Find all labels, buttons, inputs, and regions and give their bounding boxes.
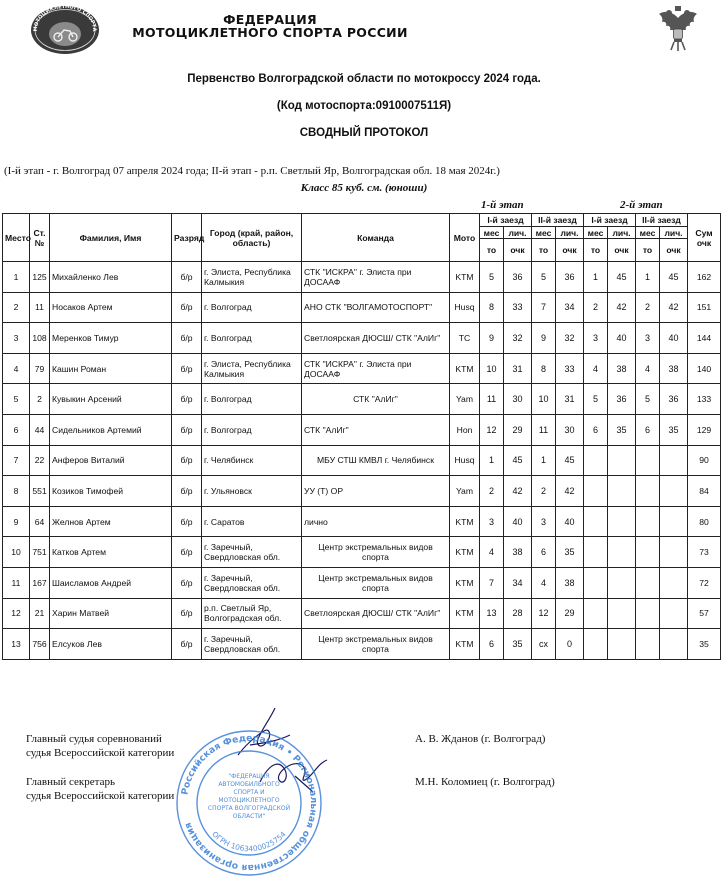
cell-s1r1-points: 36: [504, 262, 532, 293]
sub-ochk: очк: [608, 239, 636, 262]
cell-s2r2-points: [660, 567, 688, 598]
federation-logo: [22, 4, 108, 56]
cell-s1r2-place: 9: [532, 323, 556, 354]
table-row: [3, 506, 721, 537]
table-row: [3, 353, 721, 384]
cell-s1r2-place: 7: [532, 292, 556, 323]
cell-place: 13: [3, 629, 30, 660]
cell-s2r2-points: 42: [660, 292, 688, 323]
cell-place: 8: [3, 476, 30, 507]
cell-start-no: 44: [30, 414, 50, 445]
class-line: Класс 85 куб. см. (юноши): [300, 182, 428, 194]
cell-s2r2-place: 4: [636, 353, 660, 384]
cell-sum: 84: [688, 476, 721, 507]
cell-s2r1-points: [608, 445, 636, 476]
cell-s2r1-place: 3: [584, 323, 608, 354]
chief-judge-title: [26, 732, 174, 760]
cell-start-no: 64: [30, 506, 50, 537]
cell-sum: 72: [688, 567, 721, 598]
cell-s1r2-place: 12: [532, 598, 556, 629]
cell-s1r1-place: 3: [480, 506, 504, 537]
cell-s2r1-place: [584, 445, 608, 476]
cell-s2r2-points: 45: [660, 262, 688, 293]
cell-s2r1-points: 35: [608, 414, 636, 445]
cell-s1r1-place: 13: [480, 598, 504, 629]
cell-city: р.п. Светлый Яр, Волгоградская обл.: [202, 598, 302, 629]
cell-s1r1-points: 45: [504, 445, 532, 476]
cell-sum: 129: [688, 414, 721, 445]
cell-s2r1-points: 36: [608, 384, 636, 415]
cell-moto: TC: [450, 323, 480, 354]
cell-s1r2-place: 3: [532, 506, 556, 537]
col-start-no: Ст. №: [30, 214, 50, 262]
table-row: [3, 384, 721, 415]
table-row: [3, 598, 721, 629]
sub-to: то: [584, 239, 608, 262]
cell-name: Сидельников Артемий: [50, 414, 172, 445]
col-sum: Сум очк: [688, 214, 721, 262]
cell-s2r1-points: 42: [608, 292, 636, 323]
cell-s2r1-place: [584, 567, 608, 598]
col-s2-race2: II-й заезд: [636, 214, 688, 227]
cell-s2r2-points: 40: [660, 323, 688, 354]
table-row: [3, 537, 721, 568]
cell-sum: 80: [688, 506, 721, 537]
secretary-line1: Главный секретарь: [26, 776, 115, 788]
document-code: (Код мотоспорта:0910007511Я): [276, 100, 452, 112]
cell-moto: Yam: [450, 384, 480, 415]
cell-city: г. Волгоград: [202, 323, 302, 354]
cell-s1r2-points: 45: [556, 445, 584, 476]
cell-sum: 57: [688, 598, 721, 629]
cell-sum: 90: [688, 445, 721, 476]
cell-s2r1-place: [584, 476, 608, 507]
cell-s1r2-place: 4: [532, 567, 556, 598]
federation-title-line1: ФЕДЕРАЦИЯ: [223, 12, 317, 27]
cell-start-no: 751: [30, 537, 50, 568]
cell-s2r1-points: [608, 567, 636, 598]
document-title: Первенство Волгоградской области по мотокроссу 2024 года.: [187, 73, 541, 85]
cell-s2r1-points: [608, 476, 636, 507]
cell-s1r1-points: 38: [504, 537, 532, 568]
chief-judge-name: А. В. Жданов (г. Волгоград): [415, 733, 546, 745]
cell-s2r2-place: 3: [636, 323, 660, 354]
cell-moto: KTM: [450, 598, 480, 629]
cell-s2r1-place: 1: [584, 262, 608, 293]
stage1-label: 1-й этап: [481, 199, 524, 211]
cell-s1r2-points: 38: [556, 567, 584, 598]
cell-team: МБУ СТШ КМВЛ г. Челябинск: [302, 445, 450, 476]
cell-name: Козиков Тимофей: [50, 476, 172, 507]
cell-s1r2-points: 33: [556, 353, 584, 384]
cell-s2r2-place: [636, 476, 660, 507]
cell-s2r1-place: [584, 506, 608, 537]
cell-s2r1-place: [584, 629, 608, 660]
cell-s2r1-points: [608, 506, 636, 537]
cell-s1r1-place: 2: [480, 476, 504, 507]
col-name: Фамилия, Имя: [50, 214, 172, 262]
cell-s2r1-points: 40: [608, 323, 636, 354]
table-row: [3, 476, 721, 507]
cell-s1r2-place: 2: [532, 476, 556, 507]
cell-s1r2-place: сх: [532, 629, 556, 660]
cell-s1r1-place: 10: [480, 353, 504, 384]
sub-mesto: мес: [636, 227, 660, 239]
cell-name: Шаисламов Андрей: [50, 567, 172, 598]
cell-place: 1: [3, 262, 30, 293]
cell-s1r1-points: 30: [504, 384, 532, 415]
cell-place: 10: [3, 537, 30, 568]
cell-team: СТК "ИСКРА" г. Элиста при ДОСААФ: [302, 353, 450, 384]
cell-s1r2-points: 34: [556, 292, 584, 323]
cell-team: Светлоярская ДЮСШ/ СТК "АлИг": [302, 598, 450, 629]
cell-sum: 140: [688, 353, 721, 384]
cell-s1r2-place: 5: [532, 262, 556, 293]
cell-s2r2-place: [636, 567, 660, 598]
cell-city: г. Волгоград: [202, 292, 302, 323]
col-team: Команда: [302, 214, 450, 262]
organization-stamp: [174, 728, 324, 878]
cell-s1r1-points: 35: [504, 629, 532, 660]
cell-s2r2-points: [660, 476, 688, 507]
cell-team: лично: [302, 506, 450, 537]
cell-start-no: 108: [30, 323, 50, 354]
cell-sum: 73: [688, 537, 721, 568]
cell-rank: б/р: [172, 629, 202, 660]
sub-to: то: [636, 239, 660, 262]
cell-name: Катков Артем: [50, 537, 172, 568]
cell-place: 4: [3, 353, 30, 384]
svg-text:Российская Федерация • Региона: Российская Федерация • Региональная общественная организация: [179, 732, 320, 874]
cell-rank: б/р: [172, 414, 202, 445]
cell-city: г. Заречный, Свердловская обл.: [202, 567, 302, 598]
cell-s1r1-place: 7: [480, 567, 504, 598]
cell-s1r2-points: 30: [556, 414, 584, 445]
cell-rank: б/р: [172, 445, 202, 476]
stages-line: (I-й этап - г. Волгоград 07 апреля 2024 года; II-й этап - р.п. Светлый Яр, Волгоградская обл. 18 мая 2024г.): [4, 165, 500, 177]
cell-s2r2-points: [660, 629, 688, 660]
cell-s2r1-points: [608, 629, 636, 660]
cell-s1r2-points: 31: [556, 384, 584, 415]
cell-moto: Yam: [450, 476, 480, 507]
cell-start-no: 11: [30, 292, 50, 323]
table-row: [3, 292, 721, 323]
sub-mesto: мес: [480, 227, 504, 239]
cell-team: Центр экстремальных видов спорта: [302, 567, 450, 598]
cell-s1r2-points: 42: [556, 476, 584, 507]
chief-judge-line2: судья Всероссийской категории: [26, 747, 175, 759]
cell-rank: б/р: [172, 353, 202, 384]
cell-moto: KTM: [450, 262, 480, 293]
cell-name: Харин Матвей: [50, 598, 172, 629]
cell-place: 3: [3, 323, 30, 354]
cell-moto: Husq: [450, 292, 480, 323]
cell-start-no: 756: [30, 629, 50, 660]
stamp-center-text: "ФЕДЕРАЦИЯ АВТОМОБИЛЬНОГО СПОРТА И МОТОЦИКЛЕТНОГО СПОРТА ВОЛГОГРАДСКОЙ ОБЛАСТИ": [207, 773, 291, 820]
cell-s1r2-points: 29: [556, 598, 584, 629]
cell-name: Кувыкин Арсений: [50, 384, 172, 415]
cell-s1r1-points: 42: [504, 476, 532, 507]
cell-sum: 162: [688, 262, 721, 293]
sub-mesto: мес: [584, 227, 608, 239]
cell-s1r2-place: 6: [532, 537, 556, 568]
cell-s1r1-points: 28: [504, 598, 532, 629]
cell-team: СТК "АлИг": [302, 384, 450, 415]
cell-s2r2-points: [660, 598, 688, 629]
cell-start-no: 22: [30, 445, 50, 476]
cell-rank: б/р: [172, 506, 202, 537]
federation-title: [110, 13, 430, 39]
cell-name: Меренков Тимур: [50, 323, 172, 354]
chief-judge-line1: Главный судья соревнований: [26, 733, 162, 745]
cell-s2r1-place: [584, 537, 608, 568]
cell-team: СТК "АлИг": [302, 414, 450, 445]
cell-s2r1-place: 4: [584, 353, 608, 384]
cell-s1r1-place: 8: [480, 292, 504, 323]
cell-start-no: 21: [30, 598, 50, 629]
cell-rank: б/р: [172, 292, 202, 323]
col-s2-race1: I-й заезд: [584, 214, 636, 227]
cell-s2r2-place: [636, 445, 660, 476]
cell-start-no: 79: [30, 353, 50, 384]
cell-sum: 144: [688, 323, 721, 354]
cell-s2r2-points: 38: [660, 353, 688, 384]
cell-start-no: 167: [30, 567, 50, 598]
cell-s2r2-place: [636, 506, 660, 537]
federation-title-line2: МОТОЦИКЛЕТНОГО СПОРТА РОССИИ: [132, 25, 408, 40]
table-row: [3, 567, 721, 598]
cell-rank: б/р: [172, 598, 202, 629]
cell-team: Светлоярская ДЮСШ/ СТК "АлИг": [302, 323, 450, 354]
cell-rank: б/р: [172, 323, 202, 354]
sub-to: то: [532, 239, 556, 262]
cell-s2r1-points: 38: [608, 353, 636, 384]
cell-s1r1-place: 1: [480, 445, 504, 476]
cell-team: УУ (Т) ОР: [302, 476, 450, 507]
secretary-title: [26, 775, 174, 803]
protocol-title: СВОДНЫЙ ПРОТОКОЛ: [299, 127, 429, 139]
cell-s2r1-points: 45: [608, 262, 636, 293]
cell-sum: 35: [688, 629, 721, 660]
sub-lich: лич.: [556, 227, 584, 239]
cell-rank: б/р: [172, 262, 202, 293]
cell-moto: KTM: [450, 629, 480, 660]
cell-s1r1-points: 33: [504, 292, 532, 323]
cell-city: г. Элиста, Республика Калмыкия: [202, 353, 302, 384]
cell-s1r2-points: 35: [556, 537, 584, 568]
cell-place: 9: [3, 506, 30, 537]
cell-moto: Hon: [450, 414, 480, 445]
cell-place: 7: [3, 445, 30, 476]
cell-city: г. Элиста, Республика Калмыкия: [202, 262, 302, 293]
cell-city: г. Ульяновск: [202, 476, 302, 507]
col-rank: Разряд: [172, 214, 202, 262]
cell-moto: KTM: [450, 567, 480, 598]
col-s1-race2: II-й заезд: [532, 214, 584, 227]
cell-city: г. Волгоград: [202, 414, 302, 445]
cell-s1r1-place: 11: [480, 384, 504, 415]
sub-ochk: очк: [504, 239, 532, 262]
cell-s1r2-points: 0: [556, 629, 584, 660]
cell-city: г. Заречный, Свердловская обл.: [202, 629, 302, 660]
cell-name: Кашин Роман: [50, 353, 172, 384]
sub-to: то: [480, 239, 504, 262]
cell-name: Анферов Виталий: [50, 445, 172, 476]
cell-s1r2-points: 32: [556, 323, 584, 354]
cell-name: Елсуков Лев: [50, 629, 172, 660]
cell-start-no: 2: [30, 384, 50, 415]
table-row: [3, 262, 721, 293]
cell-place: 2: [3, 292, 30, 323]
cell-start-no: 125: [30, 262, 50, 293]
cell-s2r2-place: 6: [636, 414, 660, 445]
cell-sum: 133: [688, 384, 721, 415]
cell-name: Желнов Артем: [50, 506, 172, 537]
cell-s1r1-place: 5: [480, 262, 504, 293]
cell-s2r2-points: 36: [660, 384, 688, 415]
cell-name: Михайленко Лев: [50, 262, 172, 293]
cell-s1r2-place: 11: [532, 414, 556, 445]
cell-team: СТК "ИСКРА" г. Элиста при ДОСААФ: [302, 262, 450, 293]
cell-place: 6: [3, 414, 30, 445]
cell-s1r2-place: 10: [532, 384, 556, 415]
cell-s2r2-place: 2: [636, 292, 660, 323]
sub-mesto: мес: [532, 227, 556, 239]
cell-s1r2-place: 8: [532, 353, 556, 384]
sub-lich: лич.: [608, 227, 636, 239]
cell-moto: KTM: [450, 537, 480, 568]
cell-name: Носаков Артем: [50, 292, 172, 323]
cell-s1r1-place: 4: [480, 537, 504, 568]
stage2-label: 2-й этап: [620, 199, 663, 211]
cell-s1r1-place: 12: [480, 414, 504, 445]
cell-s2r1-place: 2: [584, 292, 608, 323]
cell-s2r2-points: 35: [660, 414, 688, 445]
cell-place: 12: [3, 598, 30, 629]
cell-s2r2-points: [660, 506, 688, 537]
secretary-line2: судья Всероссийской категории: [26, 790, 175, 802]
cell-s1r1-place: 6: [480, 629, 504, 660]
cell-s2r1-place: 5: [584, 384, 608, 415]
table-row: [3, 414, 721, 445]
cell-s2r1-place: 6: [584, 414, 608, 445]
cell-city: г. Саратов: [202, 506, 302, 537]
svg-text:ОГРН 1063400025754: ОГРН 1063400025754: [210, 829, 288, 854]
cell-s2r2-points: [660, 537, 688, 568]
cell-city: г. Волгоград: [202, 384, 302, 415]
cell-s1r2-points: 36: [556, 262, 584, 293]
table-row: [3, 323, 721, 354]
cell-start-no: 551: [30, 476, 50, 507]
sub-lich: лич.: [660, 227, 688, 239]
table-row: [3, 445, 721, 476]
sub-ochk: очк: [556, 239, 584, 262]
cell-s2r1-points: [608, 598, 636, 629]
cell-place: 11: [3, 567, 30, 598]
col-s1-race1: I-й заезд: [480, 214, 532, 227]
secretary-name: М.Н. Коломиец (г. Волгоград): [415, 776, 555, 788]
cell-s1r2-points: 40: [556, 506, 584, 537]
sub-lich: лич.: [504, 227, 532, 239]
table-row: [3, 629, 721, 660]
cell-s2r2-place: [636, 537, 660, 568]
cell-s1r2-place: 1: [532, 445, 556, 476]
svg-text:МОТОЦИКЛЕТНОГО СПОРТА: МОТОЦИКЛЕТНОГО СПОРТА: [32, 4, 98, 32]
cell-moto: Husq: [450, 445, 480, 476]
cell-s1r1-place: 9: [480, 323, 504, 354]
cell-s2r2-place: [636, 598, 660, 629]
cell-s2r2-place: [636, 629, 660, 660]
cell-team: АНО СТК "ВОЛГАМОТОСПОРТ": [302, 292, 450, 323]
cell-s1r1-points: 29: [504, 414, 532, 445]
cell-s2r1-points: [608, 537, 636, 568]
cell-s2r2-place: 5: [636, 384, 660, 415]
cell-city: г. Заречный, Свердловская обл.: [202, 537, 302, 568]
cell-s1r1-points: 34: [504, 567, 532, 598]
cell-s1r1-points: 40: [504, 506, 532, 537]
cell-s1r1-points: 32: [504, 323, 532, 354]
cell-s2r2-points: [660, 445, 688, 476]
cell-rank: б/р: [172, 537, 202, 568]
cell-team: Центр экстремальных видов спорта: [302, 537, 450, 568]
col-city: Город (край, район, область): [202, 214, 302, 262]
cell-s1r1-points: 31: [504, 353, 532, 384]
cell-s2r2-place: 1: [636, 262, 660, 293]
cell-moto: KTM: [450, 506, 480, 537]
cell-city: г. Челябинск: [202, 445, 302, 476]
results-table: [2, 213, 721, 660]
cell-rank: б/р: [172, 567, 202, 598]
cell-team: Центр экстремальных видов спорта: [302, 629, 450, 660]
col-moto: Мото: [450, 214, 480, 262]
cell-s2r1-place: [584, 598, 608, 629]
cell-rank: б/р: [172, 384, 202, 415]
col-place: Место: [3, 214, 30, 262]
double-headed-eagle-icon: [653, 4, 703, 54]
cell-sum: 151: [688, 292, 721, 323]
cell-place: 5: [3, 384, 30, 415]
sub-ochk: очк: [660, 239, 688, 262]
cell-moto: KTM: [450, 353, 480, 384]
cell-rank: б/р: [172, 476, 202, 507]
